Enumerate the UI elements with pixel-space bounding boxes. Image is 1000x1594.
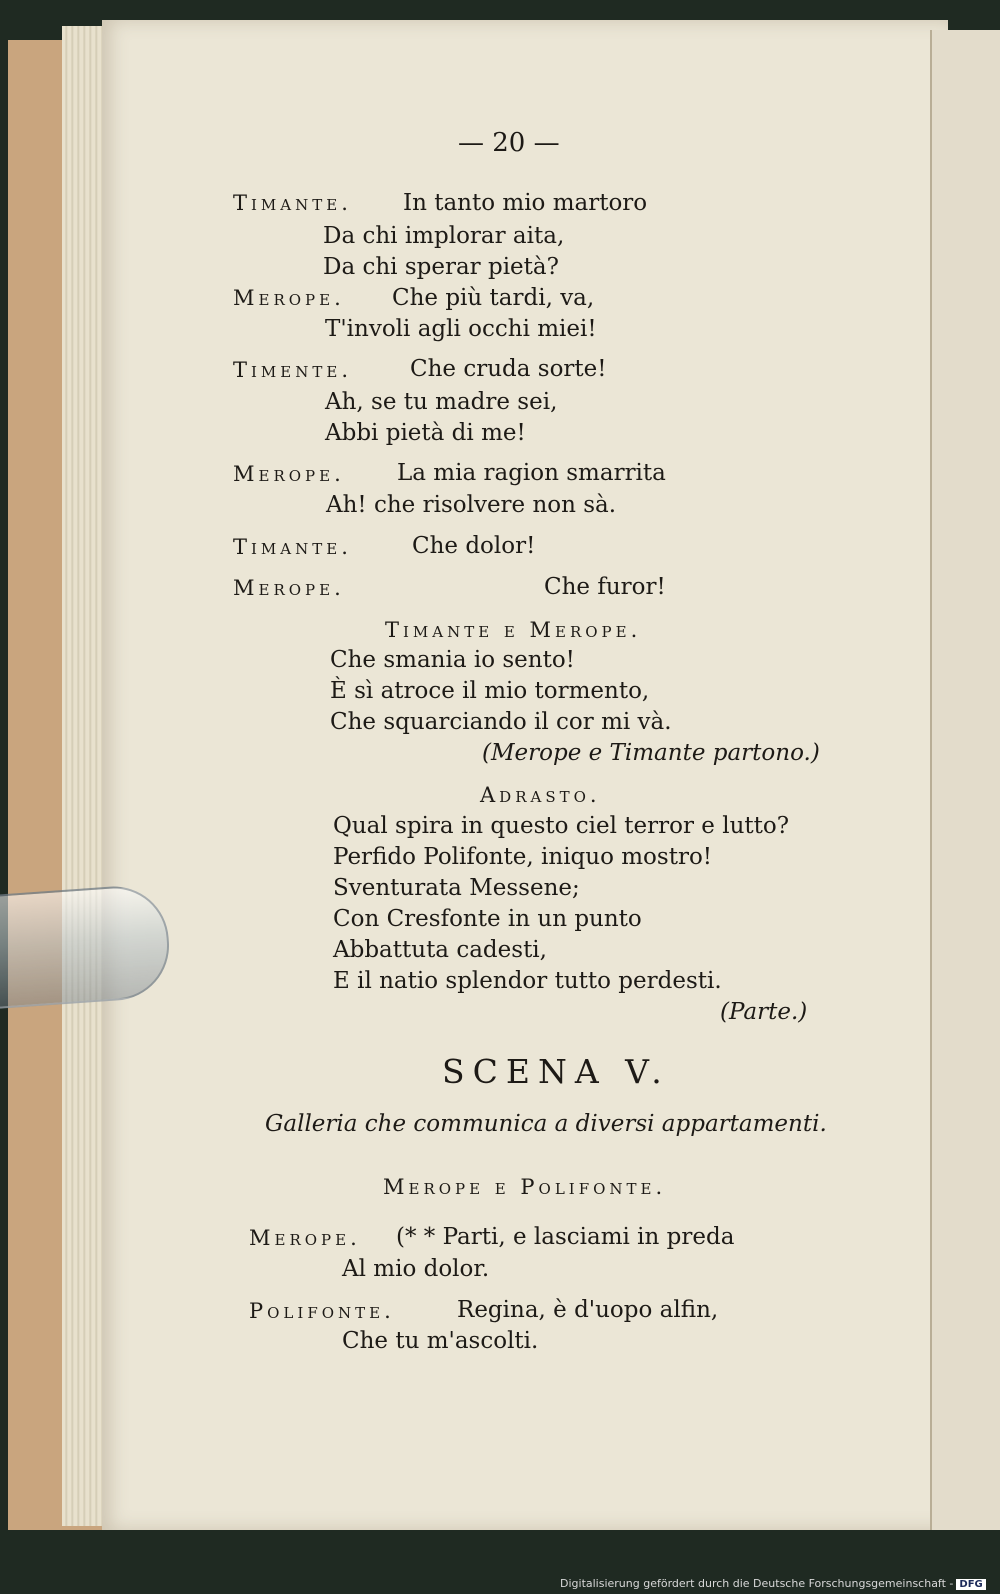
verse-line: Che tu m'ascolti. (342, 1328, 539, 1354)
dfg-logo: DFG (956, 1579, 985, 1590)
verse-line: E il natio splendor tutto perdesti. (333, 968, 722, 994)
verse-line: Abbi pietà di me! (325, 420, 526, 446)
verse-line: Ah, se tu madre sei, (325, 389, 558, 415)
stage-direction: (Parte.) (720, 999, 808, 1025)
speaker-label: Merope. (249, 1226, 361, 1250)
speaker-label: Polifonte. (249, 1299, 395, 1323)
stage-direction: (Merope e Timante partono.) (482, 740, 820, 766)
verse-line: Da chi sperar pietà? (323, 254, 559, 280)
page-number: — 20 — (458, 128, 560, 158)
verse-line: T'involi agli occhi miei! (325, 316, 597, 342)
verse-line: Che dolor! (412, 533, 536, 559)
speaker-label: Merope. (233, 462, 345, 486)
verse-line: Perfido Polifonte, iniquo mostro! (333, 844, 713, 870)
footer-credit (560, 1577, 998, 1594)
scene-setting: Galleria che communica a diversi appartamenti. (265, 1111, 827, 1137)
verse-line: Al mio dolor. (342, 1256, 490, 1282)
speaker-heading: Merope e Polifonte. (383, 1175, 667, 1199)
verse-line: Con Cresfonte in un punto (333, 906, 642, 932)
speaker-label: Merope. (233, 576, 345, 600)
verse-line: Sventurata Messene; (333, 875, 580, 901)
verse-line: Qual spira in questo ciel terror e lutto? (333, 813, 790, 839)
verse-line: È sì atroce il mio tormento, (330, 678, 650, 704)
verse-line: La mia ragion smarrita (397, 460, 666, 486)
verse-line: Che furor! (544, 574, 666, 600)
footer-credit-text: Digitalisierung gefördert durch die Deutsche Forschungsgemeinschaft - (560, 1577, 954, 1590)
speaker-label: Timante. (233, 191, 352, 215)
verse-line: Che squarciando il cor mi và. (330, 709, 672, 735)
speaker-heading: Adrasto. (480, 783, 601, 807)
speaker-label: Merope. (233, 286, 345, 310)
adjacent-page (930, 30, 1000, 1530)
verse-line: Che smania io sento! (330, 647, 575, 673)
verse-line: Regina, è d'uopo alfin, (457, 1297, 719, 1323)
scene-heading: SCENA V. (442, 1052, 670, 1091)
verse-line: In tanto mio martoro (403, 190, 648, 216)
verse-line: (* * Parti, e lasciami in preda (396, 1224, 735, 1250)
verse-line: Da chi implorar aita, (323, 223, 565, 249)
verse-line: Che cruda sorte! (410, 356, 607, 382)
speaker-label: Timente. (233, 358, 352, 382)
speaker-label: Timante. (233, 535, 352, 559)
verse-line: Abbattuta cadesti, (333, 937, 547, 963)
speaker-heading: Timante e Merope. (385, 618, 642, 642)
verse-line: Ah! che risolvere non sà. (326, 492, 617, 518)
verse-line: Che più tardi, va, (392, 285, 595, 311)
